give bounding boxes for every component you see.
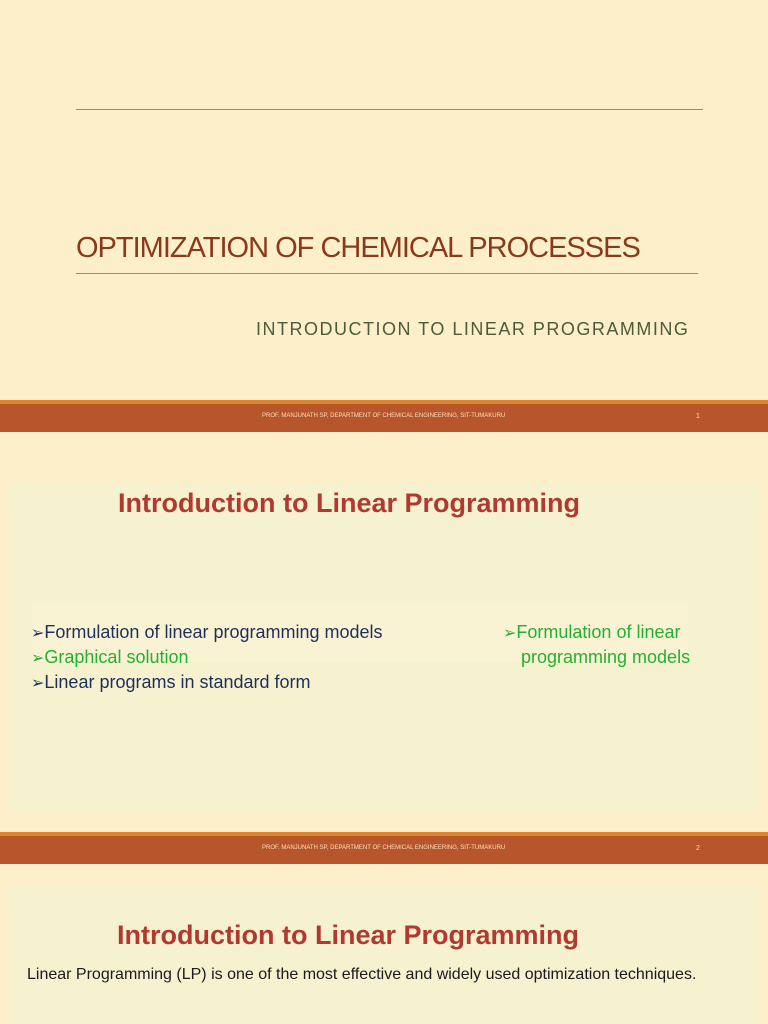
slide-footer [0,832,768,864]
bullet-item-right-continuation: programming models [521,647,691,667]
slide-heading: Introduction to Linear Programming [118,488,581,518]
slide-title: OPTIMIZATION OF CHEMICAL PROCESSES [76,232,640,264]
slide-3 [0,864,768,1024]
footer-author: PROF. MANJUNATH SP, DEPARTMENT OF CHEMICAL ENGINEERING, SIT-TUMAKURU [262,845,506,851]
slide-heading: Introduction to Linear Programming [117,920,580,950]
page-number: 1 [696,413,700,420]
bullet-item: ➢Graphical solution [31,647,189,667]
bullet-item: ➢Linear programs in standard form [31,672,311,692]
page-number: 2 [696,845,700,852]
bullet-item: ➢Formulation of linear programming models [31,622,383,642]
top-divider [76,109,703,110]
title-underline [76,273,698,274]
slide-1 [0,0,768,432]
body-text: Linear Programming (LP) is one of the most effective and widely used optimization techniques. [27,966,697,983]
arrow-bullet-icon: ➢ [31,650,45,667]
arrow-bullet-icon: ➢ [31,675,45,692]
slide-footer [0,400,768,432]
content-panel [8,886,760,1024]
content-panel [8,484,760,812]
arrow-bullet-icon: ➢ [31,625,45,642]
slide-2 [0,432,768,864]
arrow-bullet-icon: ➢ [503,625,517,642]
bullet-item-right: ➢Formulation of linear [503,622,681,642]
slide-subtitle: INTRODUCTION TO LINEAR PROGRAMMING [256,319,690,339]
footer-author: PROF. MANJUNATH SP, DEPARTMENT OF CHEMICAL ENGINEERING, SIT-TUMAKURU [262,413,506,419]
